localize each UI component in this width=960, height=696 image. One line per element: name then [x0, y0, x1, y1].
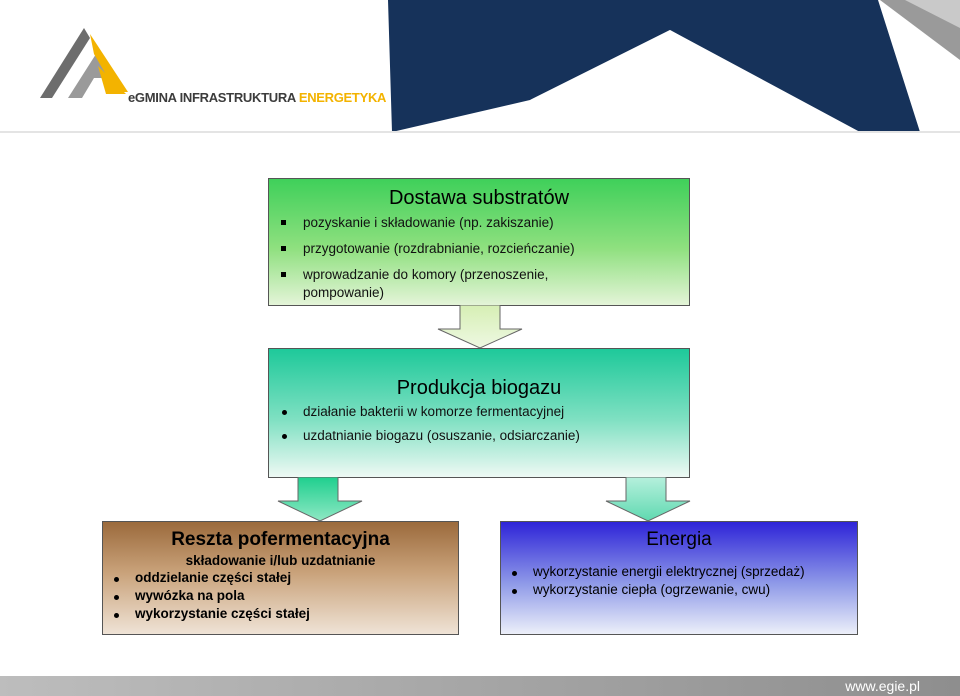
- round-bullet-icon: [512, 589, 517, 594]
- box-list: [269, 214, 689, 302]
- list-item: [507, 563, 813, 581]
- logo-prefix: eGMINA: [128, 90, 177, 105]
- round-bullet-icon: [114, 613, 119, 618]
- list-item: [109, 587, 458, 605]
- list-item-text: oddzielanie części stałej: [135, 570, 292, 585]
- page-header: [0, 0, 960, 132]
- list-item-text: wykorzystanie części stałej: [135, 606, 310, 621]
- square-bullet-icon: [281, 220, 286, 225]
- round-bullet-icon: [282, 434, 287, 439]
- box-title: Produkcja biogazu: [396, 377, 562, 399]
- square-bullet-icon: [281, 246, 286, 251]
- list-item-text: wykorzystanie ciepła (ogrzewanie, cwu): [533, 582, 771, 597]
- round-bullet-icon: [282, 410, 287, 415]
- box-title: Dostawa substratów: [388, 187, 570, 209]
- list-item: [109, 569, 458, 587]
- logo-main: INFRASTRUKTURA: [179, 90, 296, 105]
- box-title: Reszta pofermentacyjna: [171, 529, 390, 550]
- arrow-down-icon: [436, 305, 524, 349]
- list-item-text: wykorzystanie energii elektrycznej (sprzedaż): [533, 564, 805, 579]
- box-subtitle: składowanie i/lub uzdatnianie: [185, 553, 376, 568]
- round-bullet-icon: [512, 571, 517, 576]
- box-reszta-pofermentacyjna: [102, 521, 459, 635]
- list-item: [277, 266, 633, 302]
- box-list: [501, 563, 857, 599]
- box-dostawa-substratow: [268, 178, 690, 306]
- header-divider: [0, 131, 960, 133]
- page-footer: [0, 676, 960, 696]
- square-bullet-icon: [281, 272, 286, 277]
- list-item-text: pozyskanie i składowanie (np. zakiszanie): [303, 215, 554, 230]
- list-item-text: wywózka na pola: [135, 588, 245, 603]
- arrow-down-left-icon: [276, 477, 364, 522]
- list-item: [507, 581, 857, 599]
- arrow-down-right-icon: [604, 477, 692, 522]
- box-list: [103, 569, 458, 623]
- list-item: [277, 214, 689, 232]
- list-item: [109, 605, 458, 623]
- box-produkcja-biogazu: [268, 348, 690, 478]
- list-item: [277, 240, 689, 258]
- footer-url: www.egie.pl: [845, 678, 920, 694]
- list-item: [277, 402, 689, 422]
- round-bullet-icon: [114, 577, 119, 582]
- list-item-text: uzdatnianie biogazu (osuszanie, odsiarczanie): [303, 428, 580, 443]
- box-energia: [500, 521, 858, 635]
- logo-accent: ENERGETYKA: [298, 90, 387, 105]
- round-bullet-icon: [114, 595, 119, 600]
- header-decoration: [380, 0, 960, 132]
- box-title: Energia: [646, 529, 712, 550]
- logo-wordmark: [128, 90, 386, 105]
- list-item-text: działanie bakterii w komorze fermentacyjnej: [303, 404, 565, 419]
- list-item-text: przygotowanie (rozdrabnianie, rozcieńczanie): [303, 241, 575, 256]
- box-list: [269, 402, 689, 446]
- list-item: [277, 426, 689, 446]
- list-item-text: wprowadzanie do komory (przenoszenie, pompowanie): [303, 267, 549, 300]
